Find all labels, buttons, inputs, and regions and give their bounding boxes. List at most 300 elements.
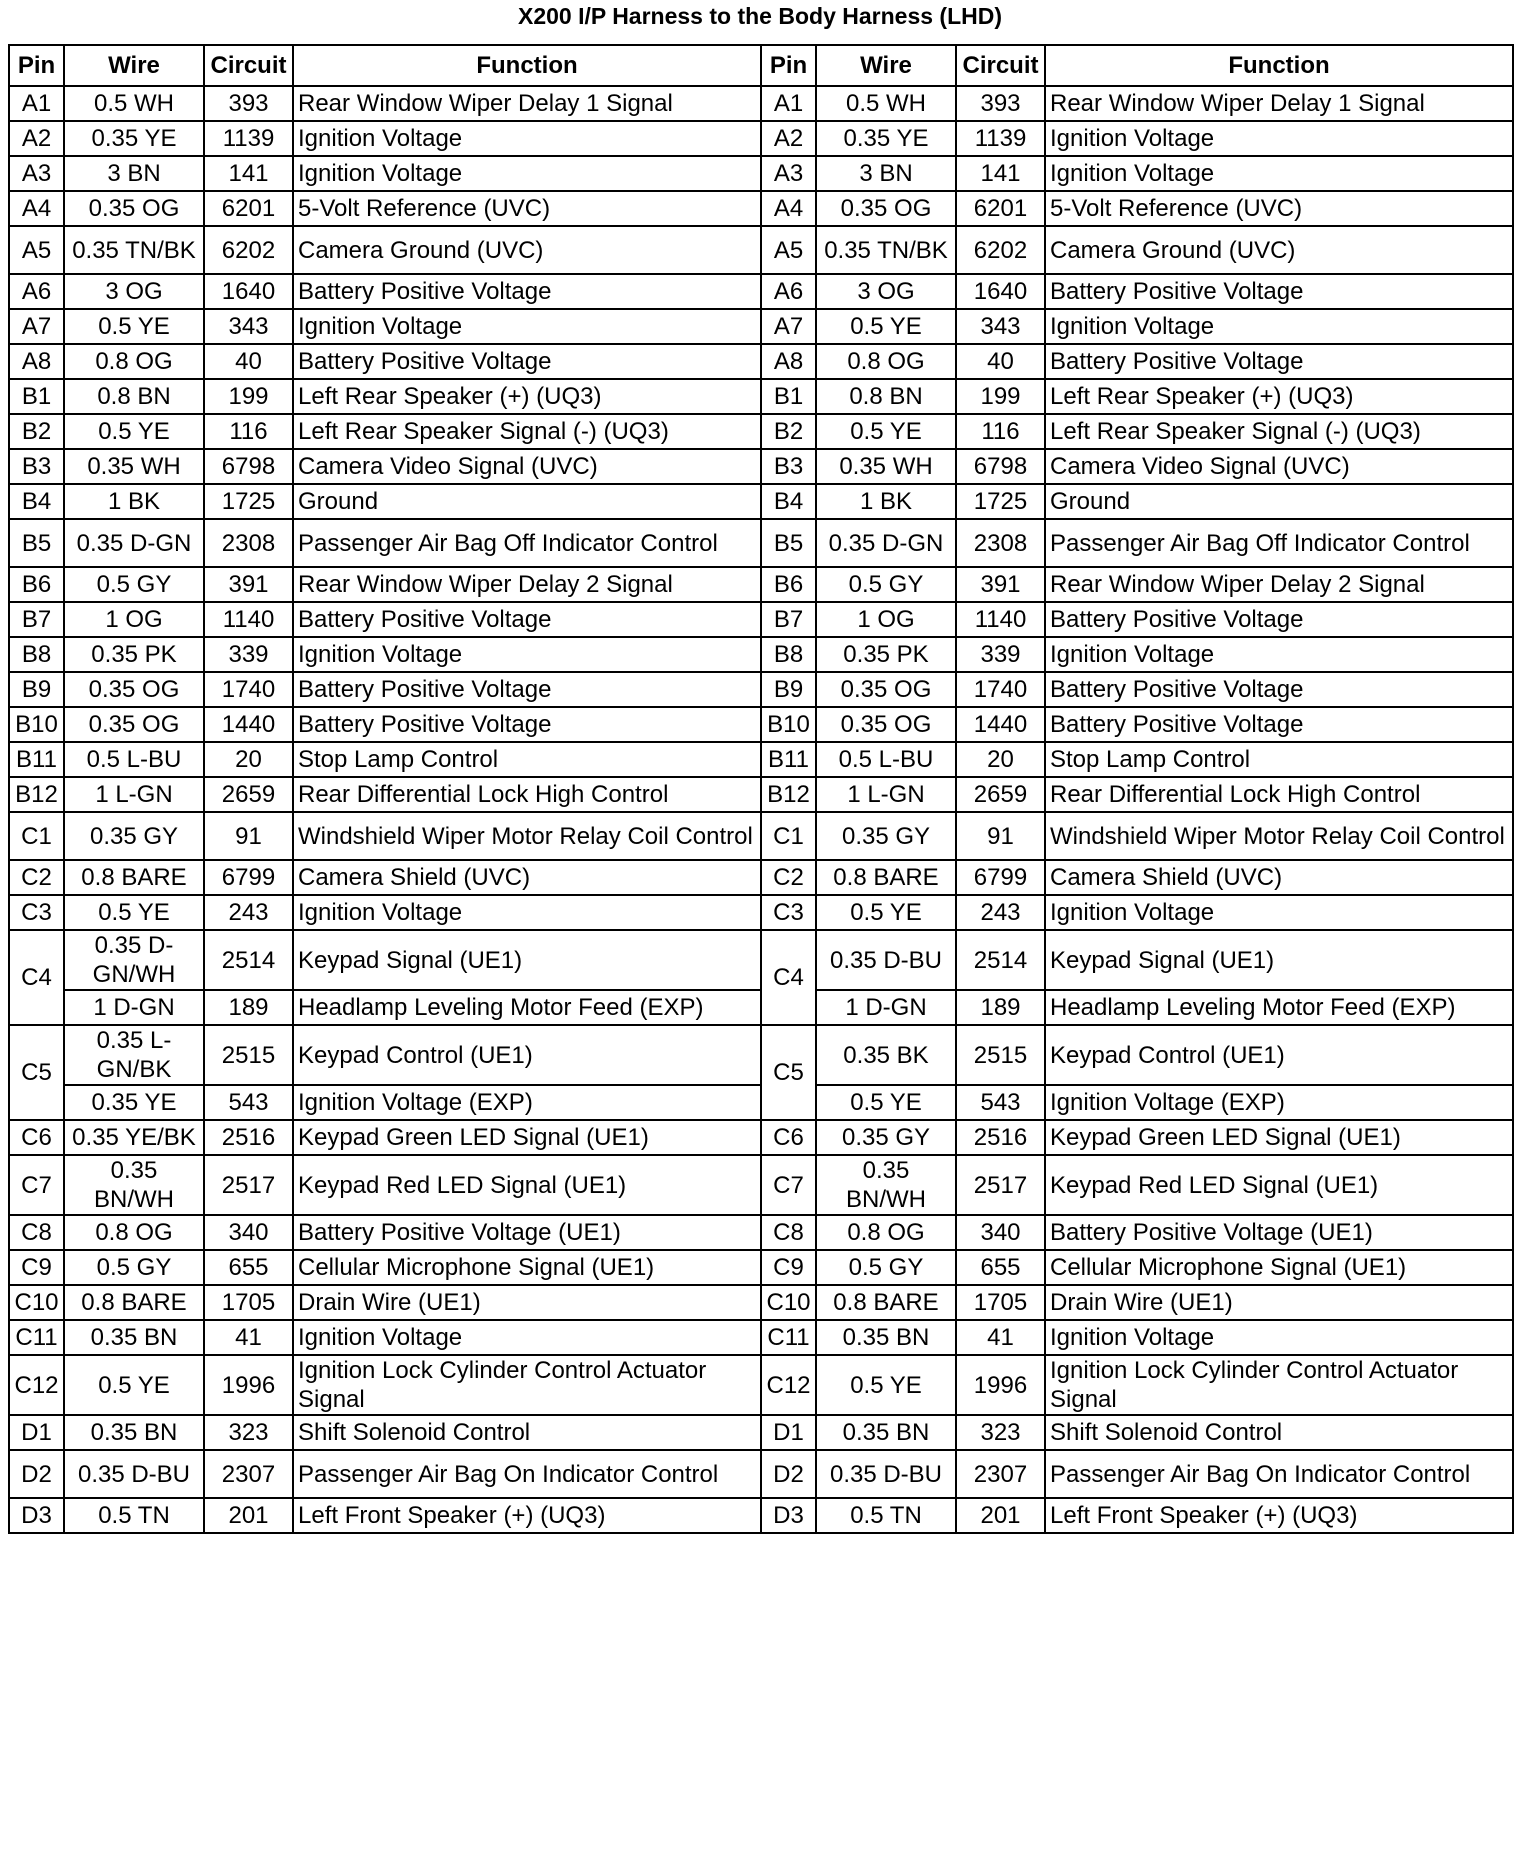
circuit-cell: 199	[204, 379, 293, 414]
wire-cell: 0.5 TN	[64, 1498, 204, 1533]
wire-cell: 0.35 YE	[816, 121, 956, 156]
table-row	[9, 519, 1513, 567]
function-cell: Rear Differential Lock High Control	[293, 777, 761, 812]
table-row	[9, 1415, 1513, 1450]
circuit-cell: 1740	[956, 672, 1045, 707]
wire-cell: 0.5 YE	[64, 414, 204, 449]
wire-cell: 0.8 BN	[64, 379, 204, 414]
function-cell: Ignition Voltage	[293, 121, 761, 156]
pin-cell: B11	[9, 742, 64, 777]
function-cell: Passenger Air Bag Off Indicator Control	[293, 519, 761, 567]
pin-cell: A4	[9, 191, 64, 226]
pin-cell: B11	[761, 742, 816, 777]
table-row	[9, 121, 1513, 156]
table-row	[9, 344, 1513, 379]
circuit-cell: 543	[956, 1085, 1045, 1120]
function-cell: Drain Wire (UE1)	[293, 1285, 761, 1320]
circuit-cell: 20	[956, 742, 1045, 777]
wire-cell: 0.35 YE/BK	[64, 1120, 204, 1155]
table-row	[9, 1025, 1513, 1085]
pin-cell: C3	[761, 895, 816, 930]
function-cell: Battery Positive Voltage	[293, 672, 761, 707]
circuit-cell: 40	[204, 344, 293, 379]
circuit-cell: 243	[956, 895, 1045, 930]
pin-cell: D3	[9, 1498, 64, 1533]
column-header: Wire	[816, 45, 956, 86]
circuit-cell: 391	[204, 567, 293, 602]
table-row	[9, 602, 1513, 637]
pin-cell: B7	[761, 602, 816, 637]
wire-cell: 0.35 OG	[816, 707, 956, 742]
pin-cell: C4	[9, 930, 64, 1025]
table-row	[9, 777, 1513, 812]
function-cell: Ignition Voltage	[293, 637, 761, 672]
circuit-cell: 343	[956, 309, 1045, 344]
pin-cell: A6	[9, 274, 64, 309]
column-header: Function	[293, 45, 761, 86]
circuit-cell: 2517	[956, 1155, 1045, 1215]
function-cell: Ground	[293, 484, 761, 519]
circuit-cell: 343	[204, 309, 293, 344]
wire-cell: 0.5 YE	[64, 309, 204, 344]
function-cell: Left Front Speaker (+) (UQ3)	[293, 1498, 761, 1533]
wire-cell: 3 OG	[64, 274, 204, 309]
circuit-cell: 1139	[204, 121, 293, 156]
pin-cell: C4	[761, 930, 816, 1025]
table-row	[9, 812, 1513, 860]
table-row	[9, 274, 1513, 309]
pin-cell: B8	[761, 637, 816, 672]
pin-cell: A3	[9, 156, 64, 191]
wire-cell: 0.8 OG	[816, 1215, 956, 1250]
function-cell: Ignition Voltage	[1045, 309, 1513, 344]
wire-cell: 0.35 YE	[64, 1085, 204, 1120]
table-body	[9, 86, 1513, 1533]
wire-cell: 1 BK	[64, 484, 204, 519]
pin-cell: C7	[9, 1155, 64, 1215]
function-cell: Camera Shield (UVC)	[293, 860, 761, 895]
wire-cell: 1 L-GN	[64, 777, 204, 812]
function-cell: Headlamp Leveling Motor Feed (EXP)	[1045, 990, 1513, 1025]
wire-cell: 0.5 GY	[816, 567, 956, 602]
table-row	[9, 1498, 1513, 1533]
wire-cell: 0.8 BN	[816, 379, 956, 414]
circuit-cell: 1705	[956, 1285, 1045, 1320]
pin-cell: D1	[761, 1415, 816, 1450]
pin-cell: A5	[9, 226, 64, 274]
function-cell: Windshield Wiper Motor Relay Coil Control	[293, 812, 761, 860]
circuit-cell: 2307	[956, 1450, 1045, 1498]
wire-cell: 0.5 YE	[64, 895, 204, 930]
wire-cell: 0.5 YE	[64, 1355, 204, 1415]
wire-cell: 0.35 D-GN	[816, 519, 956, 567]
function-cell: Stop Lamp Control	[293, 742, 761, 777]
wire-cell: 0.5 YE	[816, 414, 956, 449]
pin-cell: C6	[761, 1120, 816, 1155]
function-cell: Ignition Voltage	[1045, 637, 1513, 672]
wire-cell: 0.35 D-BU	[64, 1450, 204, 1498]
circuit-cell: 91	[204, 812, 293, 860]
wire-cell: 0.5 GY	[816, 1250, 956, 1285]
function-cell: Keypad Red LED Signal (UE1)	[1045, 1155, 1513, 1215]
circuit-cell: 2307	[204, 1450, 293, 1498]
circuit-cell: 391	[956, 567, 1045, 602]
table-row	[9, 86, 1513, 121]
table-row	[9, 567, 1513, 602]
pin-cell: A7	[9, 309, 64, 344]
function-cell: Battery Positive Voltage	[293, 707, 761, 742]
wire-cell: 0.35 OG	[816, 672, 956, 707]
pin-cell: B6	[761, 567, 816, 602]
pin-cell: D3	[761, 1498, 816, 1533]
pin-cell: A1	[761, 86, 816, 121]
circuit-cell: 1740	[204, 672, 293, 707]
wire-cell: 0.35 BN/WH	[64, 1155, 204, 1215]
function-cell: Rear Window Wiper Delay 2 Signal	[1045, 567, 1513, 602]
wire-cell: 0.8 BARE	[816, 1285, 956, 1320]
function-cell: Ignition Voltage (EXP)	[293, 1085, 761, 1120]
table-row	[9, 1215, 1513, 1250]
table-row	[9, 226, 1513, 274]
circuit-cell: 116	[204, 414, 293, 449]
circuit-cell: 2308	[204, 519, 293, 567]
function-cell: Passenger Air Bag Off Indicator Control	[1045, 519, 1513, 567]
circuit-cell: 1725	[956, 484, 1045, 519]
function-cell: Ignition Voltage	[1045, 895, 1513, 930]
pin-cell: A8	[761, 344, 816, 379]
pin-cell: B1	[761, 379, 816, 414]
function-cell: Camera Video Signal (UVC)	[1045, 449, 1513, 484]
table-row	[9, 637, 1513, 672]
wire-cell: 0.35 OG	[64, 191, 204, 226]
pin-cell: A5	[761, 226, 816, 274]
function-cell: 5-Volt Reference (UVC)	[293, 191, 761, 226]
circuit-cell: 543	[204, 1085, 293, 1120]
circuit-cell: 1440	[204, 707, 293, 742]
wire-cell: 3 BN	[816, 156, 956, 191]
wire-cell: 0.8 BARE	[64, 1285, 204, 1320]
function-cell: Left Rear Speaker (+) (UQ3)	[1045, 379, 1513, 414]
wire-cell: 0.5 WH	[816, 86, 956, 121]
circuit-cell: 393	[956, 86, 1045, 121]
circuit-cell: 323	[204, 1415, 293, 1450]
circuit-cell: 1640	[204, 274, 293, 309]
wire-cell: 0.35 BN/WH	[816, 1155, 956, 1215]
pin-cell: B1	[9, 379, 64, 414]
wire-cell: 0.5 YE	[816, 309, 956, 344]
pin-cell: C5	[761, 1025, 816, 1120]
pin-cell: C8	[9, 1215, 64, 1250]
function-cell: Headlamp Leveling Motor Feed (EXP)	[293, 990, 761, 1025]
pin-cell: C9	[9, 1250, 64, 1285]
function-cell: Passenger Air Bag On Indicator Control	[293, 1450, 761, 1498]
function-cell: Battery Positive Voltage	[293, 274, 761, 309]
wire-cell: 0.8 BARE	[816, 860, 956, 895]
wire-cell: 0.35 PK	[816, 637, 956, 672]
function-cell: Left Rear Speaker Signal (-) (UQ3)	[293, 414, 761, 449]
circuit-cell: 6202	[204, 226, 293, 274]
circuit-cell: 1996	[204, 1355, 293, 1415]
wire-cell: 0.35 WH	[64, 449, 204, 484]
circuit-cell: 20	[204, 742, 293, 777]
wire-cell: 0.35 WH	[816, 449, 956, 484]
wire-cell: 0.5 L-BU	[64, 742, 204, 777]
page-title: X200 I/P Harness to the Body Harness (LHD)	[518, 3, 1002, 29]
table-row	[9, 1120, 1513, 1155]
table-row	[9, 379, 1513, 414]
wire-cell: 0.5 GY	[64, 1250, 204, 1285]
pin-cell: A4	[761, 191, 816, 226]
wire-cell: 0.35 GY	[816, 1120, 956, 1155]
table-row	[9, 742, 1513, 777]
wire-cell: 0.35 D-BU	[816, 930, 956, 990]
circuit-cell: 2514	[204, 930, 293, 990]
function-cell: Left Front Speaker (+) (UQ3)	[1045, 1498, 1513, 1533]
wire-cell: 1 D-GN	[64, 990, 204, 1025]
table-row	[9, 860, 1513, 895]
pin-cell: B9	[761, 672, 816, 707]
circuit-cell: 323	[956, 1415, 1045, 1450]
pin-cell: B5	[9, 519, 64, 567]
circuit-cell: 201	[204, 1498, 293, 1533]
table-row	[9, 1450, 1513, 1498]
column-header: Circuit	[956, 45, 1045, 86]
function-cell: Keypad Green LED Signal (UE1)	[293, 1120, 761, 1155]
pin-cell: C1	[761, 812, 816, 860]
wire-cell: 0.35 OG	[64, 707, 204, 742]
wire-cell: 1 OG	[64, 602, 204, 637]
function-cell: Battery Positive Voltage	[293, 602, 761, 637]
circuit-cell: 2516	[204, 1120, 293, 1155]
pinout-table	[8, 44, 1514, 1534]
pin-cell: D1	[9, 1415, 64, 1450]
table-row	[9, 1250, 1513, 1285]
wire-cell: 1 L-GN	[816, 777, 956, 812]
function-cell: Camera Ground (UVC)	[1045, 226, 1513, 274]
function-cell: Rear Window Wiper Delay 1 Signal	[293, 86, 761, 121]
wire-cell: 0.8 OG	[64, 1215, 204, 1250]
wire-cell: 0.35 OG	[64, 672, 204, 707]
function-cell: Keypad Signal (UE1)	[293, 930, 761, 990]
table-row	[9, 1320, 1513, 1355]
circuit-cell: 393	[204, 86, 293, 121]
wire-cell: 0.35 GY	[64, 812, 204, 860]
pin-cell: A6	[761, 274, 816, 309]
function-cell: Ground	[1045, 484, 1513, 519]
wire-cell: 0.5 L-BU	[816, 742, 956, 777]
pin-cell: C1	[9, 812, 64, 860]
pin-cell: A2	[761, 121, 816, 156]
wire-cell: 0.5 WH	[64, 86, 204, 121]
pin-cell: A3	[761, 156, 816, 191]
function-cell: Camera Shield (UVC)	[1045, 860, 1513, 895]
function-cell: Battery Positive Voltage	[293, 344, 761, 379]
wire-cell: 0.35 BN	[64, 1415, 204, 1450]
wire-cell: 0.35 D-GN	[64, 519, 204, 567]
table-row	[9, 895, 1513, 930]
table-row	[9, 414, 1513, 449]
circuit-cell: 2515	[204, 1025, 293, 1085]
function-cell: 5-Volt Reference (UVC)	[1045, 191, 1513, 226]
wire-cell: 0.5 TN	[816, 1498, 956, 1533]
circuit-cell: 6799	[956, 860, 1045, 895]
circuit-cell: 1440	[956, 707, 1045, 742]
circuit-cell: 6201	[204, 191, 293, 226]
function-cell: Ignition Voltage	[1045, 121, 1513, 156]
function-cell: Rear Window Wiper Delay 1 Signal	[1045, 86, 1513, 121]
circuit-cell: 1725	[204, 484, 293, 519]
circuit-cell: 199	[956, 379, 1045, 414]
pin-cell: C3	[9, 895, 64, 930]
function-cell: Windshield Wiper Motor Relay Coil Control	[1045, 812, 1513, 860]
circuit-cell: 116	[956, 414, 1045, 449]
pin-cell: B7	[9, 602, 64, 637]
pin-cell: B8	[9, 637, 64, 672]
function-cell: Drain Wire (UE1)	[1045, 1285, 1513, 1320]
pin-cell: D2	[761, 1450, 816, 1498]
circuit-cell: 2515	[956, 1025, 1045, 1085]
column-header: Wire	[64, 45, 204, 86]
function-cell: Keypad Signal (UE1)	[1045, 930, 1513, 990]
pin-cell: A1	[9, 86, 64, 121]
circuit-cell: 1139	[956, 121, 1045, 156]
circuit-cell: 2659	[204, 777, 293, 812]
column-header: Circuit	[204, 45, 293, 86]
wire-cell: 0.35 BN	[816, 1415, 956, 1450]
circuit-cell: 243	[204, 895, 293, 930]
circuit-cell: 1640	[956, 274, 1045, 309]
table-row	[9, 191, 1513, 226]
function-cell: Keypad Control (UE1)	[293, 1025, 761, 1085]
function-cell: Stop Lamp Control	[1045, 742, 1513, 777]
table-row	[9, 1285, 1513, 1320]
function-cell: Ignition Lock Cylinder Control Actuator Signal	[1045, 1355, 1513, 1415]
wire-cell: 1 D-GN	[816, 990, 956, 1025]
pin-cell: C5	[9, 1025, 64, 1120]
circuit-cell: 2517	[204, 1155, 293, 1215]
circuit-cell: 655	[956, 1250, 1045, 1285]
wire-cell: 1 OG	[816, 602, 956, 637]
pin-cell: B9	[9, 672, 64, 707]
table-row	[9, 156, 1513, 191]
pin-cell: B12	[761, 777, 816, 812]
pin-cell: C10	[9, 1285, 64, 1320]
function-cell: Cellular Microphone Signal (UE1)	[1045, 1250, 1513, 1285]
function-cell: Ignition Voltage	[293, 156, 761, 191]
circuit-cell: 189	[204, 990, 293, 1025]
function-cell: Rear Window Wiper Delay 2 Signal	[293, 567, 761, 602]
wire-cell: 3 BN	[64, 156, 204, 191]
function-cell: Ignition Voltage	[1045, 1320, 1513, 1355]
function-cell: Ignition Voltage (EXP)	[1045, 1085, 1513, 1120]
function-cell: Ignition Voltage	[1045, 156, 1513, 191]
function-cell: Camera Ground (UVC)	[293, 226, 761, 274]
wire-cell: 0.35 OG	[816, 191, 956, 226]
pin-cell: B5	[761, 519, 816, 567]
pin-cell: A2	[9, 121, 64, 156]
function-cell: Ignition Voltage	[293, 309, 761, 344]
table-row	[9, 672, 1513, 707]
circuit-cell: 339	[956, 637, 1045, 672]
pin-cell: B4	[9, 484, 64, 519]
wire-cell: 0.35 D-GN/WH	[64, 930, 204, 990]
pin-cell: B3	[9, 449, 64, 484]
wire-cell: 0.35 YE	[64, 121, 204, 156]
pin-cell: B10	[9, 707, 64, 742]
wire-cell: 0.35 BN	[816, 1320, 956, 1355]
circuit-cell: 189	[956, 990, 1045, 1025]
circuit-cell: 1705	[204, 1285, 293, 1320]
wire-cell: 0.5 YE	[816, 1355, 956, 1415]
function-cell: Battery Positive Voltage	[1045, 602, 1513, 637]
pin-cell: C6	[9, 1120, 64, 1155]
function-cell: Ignition Voltage	[293, 1320, 761, 1355]
pin-cell: B6	[9, 567, 64, 602]
table-row	[9, 484, 1513, 519]
pin-cell: B3	[761, 449, 816, 484]
column-header: Pin	[761, 45, 816, 86]
circuit-cell: 1996	[956, 1355, 1045, 1415]
pin-cell: C12	[9, 1355, 64, 1415]
function-cell: Keypad Control (UE1)	[1045, 1025, 1513, 1085]
function-cell: Keypad Red LED Signal (UE1)	[293, 1155, 761, 1215]
function-cell: Shift Solenoid Control	[293, 1415, 761, 1450]
function-cell: Cellular Microphone Signal (UE1)	[293, 1250, 761, 1285]
pin-cell: C11	[9, 1320, 64, 1355]
circuit-cell: 340	[204, 1215, 293, 1250]
circuit-cell: 91	[956, 812, 1045, 860]
circuit-cell: 655	[204, 1250, 293, 1285]
function-cell: Ignition Lock Cylinder Control Actuator Signal	[293, 1355, 761, 1415]
circuit-cell: 2514	[956, 930, 1045, 990]
circuit-cell: 40	[956, 344, 1045, 379]
wire-cell: 0.35 L-GN/BK	[64, 1025, 204, 1085]
function-cell: Passenger Air Bag On Indicator Control	[1045, 1450, 1513, 1498]
wire-cell: 0.35 TN/BK	[64, 226, 204, 274]
circuit-cell: 6202	[956, 226, 1045, 274]
circuit-cell: 6799	[204, 860, 293, 895]
table-row	[9, 309, 1513, 344]
function-cell: Keypad Green LED Signal (UE1)	[1045, 1120, 1513, 1155]
table-row	[9, 707, 1513, 742]
function-cell: Battery Positive Voltage	[1045, 672, 1513, 707]
pin-cell: C2	[761, 860, 816, 895]
function-cell: Shift Solenoid Control	[1045, 1415, 1513, 1450]
pin-cell: C2	[9, 860, 64, 895]
table-row	[9, 1155, 1513, 1215]
pin-cell: B2	[9, 414, 64, 449]
wire-cell: 3 OG	[816, 274, 956, 309]
wire-cell: 0.35 BN	[64, 1320, 204, 1355]
circuit-cell: 41	[204, 1320, 293, 1355]
wire-cell: 0.35 PK	[64, 637, 204, 672]
wire-cell: 0.5 YE	[816, 895, 956, 930]
circuit-cell: 2659	[956, 777, 1045, 812]
function-cell: Battery Positive Voltage	[1045, 707, 1513, 742]
column-header: Function	[1045, 45, 1513, 86]
table-row	[9, 449, 1513, 484]
function-cell: Camera Video Signal (UVC)	[293, 449, 761, 484]
function-cell: Battery Positive Voltage (UE1)	[1045, 1215, 1513, 1250]
pin-cell: B2	[761, 414, 816, 449]
table-row	[9, 930, 1513, 990]
circuit-cell: 41	[956, 1320, 1045, 1355]
pin-cell: C10	[761, 1285, 816, 1320]
wire-cell: 0.35 BK	[816, 1025, 956, 1085]
circuit-cell: 2516	[956, 1120, 1045, 1155]
circuit-cell: 201	[956, 1498, 1045, 1533]
column-header: Pin	[9, 45, 64, 86]
